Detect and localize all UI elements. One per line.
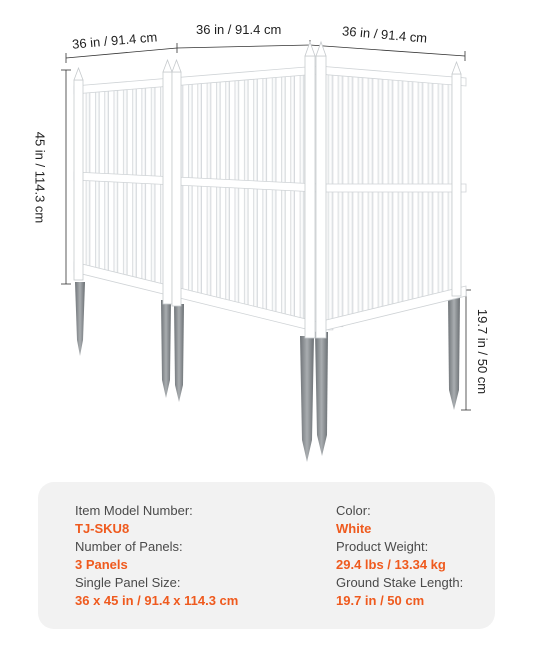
- fence-picket: [348, 76, 353, 324]
- fence-picket: [151, 86, 155, 285]
- stake-length-spec-label: Ground Stake Length:: [336, 575, 464, 590]
- fence-picket: [408, 81, 413, 305]
- fence-picket: [281, 74, 285, 318]
- fence-picket: [142, 87, 146, 282]
- fence-panel-right: [328, 74, 453, 330]
- fence-picket: [198, 82, 202, 297]
- panel-count-label: Number of Panels:: [75, 539, 183, 554]
- stake-length-label: 19.7 in / 50 cm: [475, 308, 491, 395]
- fence-picket: [378, 78, 383, 314]
- fence-panel-left: [86, 72, 304, 322]
- specs-card: [38, 482, 495, 629]
- fence-picket: [388, 79, 393, 311]
- model-number-label: Item Model Number:: [75, 503, 193, 518]
- height-dimension-line: [61, 70, 71, 284]
- weight-value: 29.4 lbs / 13.34 kg: [336, 557, 446, 572]
- fence-picket: [133, 88, 137, 280]
- panel-size-label: Single Panel Size:: [75, 575, 181, 590]
- width-label-right: 36 in / 91.4 cm: [341, 23, 428, 46]
- fence-picket: [188, 82, 192, 293]
- fence-picket: [226, 79, 230, 303]
- fence-picket: [328, 74, 333, 330]
- fence-picket: [398, 80, 403, 308]
- color-label: Color:: [336, 503, 371, 518]
- fence-picket: [338, 75, 343, 327]
- fence-picket: [368, 77, 373, 317]
- fence-picket: [244, 77, 248, 308]
- color-value: White: [336, 521, 372, 536]
- fence-picket: [263, 76, 267, 313]
- fence-picket: [254, 76, 258, 310]
- width-label-middle: 36 in / 91.4 cm: [196, 22, 282, 37]
- height-label: 45 in / 114.3 cm: [32, 131, 48, 224]
- weight-label: Product Weight:: [336, 539, 429, 554]
- specs-left-column: [75, 502, 238, 610]
- specs-right-column: [336, 502, 463, 610]
- fence-picket: [300, 72, 304, 322]
- fence-picket: [207, 81, 211, 299]
- panel-count-value: 3 Panels: [75, 557, 128, 572]
- width-label-left: 36 in / 91.4 cm: [71, 29, 158, 52]
- fence-picket: [272, 75, 276, 315]
- fence-picket: [358, 77, 363, 321]
- stake-dimension-line: [461, 290, 471, 410]
- fence-picket: [291, 73, 295, 320]
- model-number-value: TJ-SKU8: [75, 521, 130, 536]
- panel-size-value: 36 x 45 in / 91.4 x 114.3 cm: [75, 593, 239, 608]
- fence-picket: [235, 78, 239, 306]
- stake-length-spec-value: 19.7 in / 50 cm: [336, 593, 425, 608]
- fence-picket: [216, 80, 220, 301]
